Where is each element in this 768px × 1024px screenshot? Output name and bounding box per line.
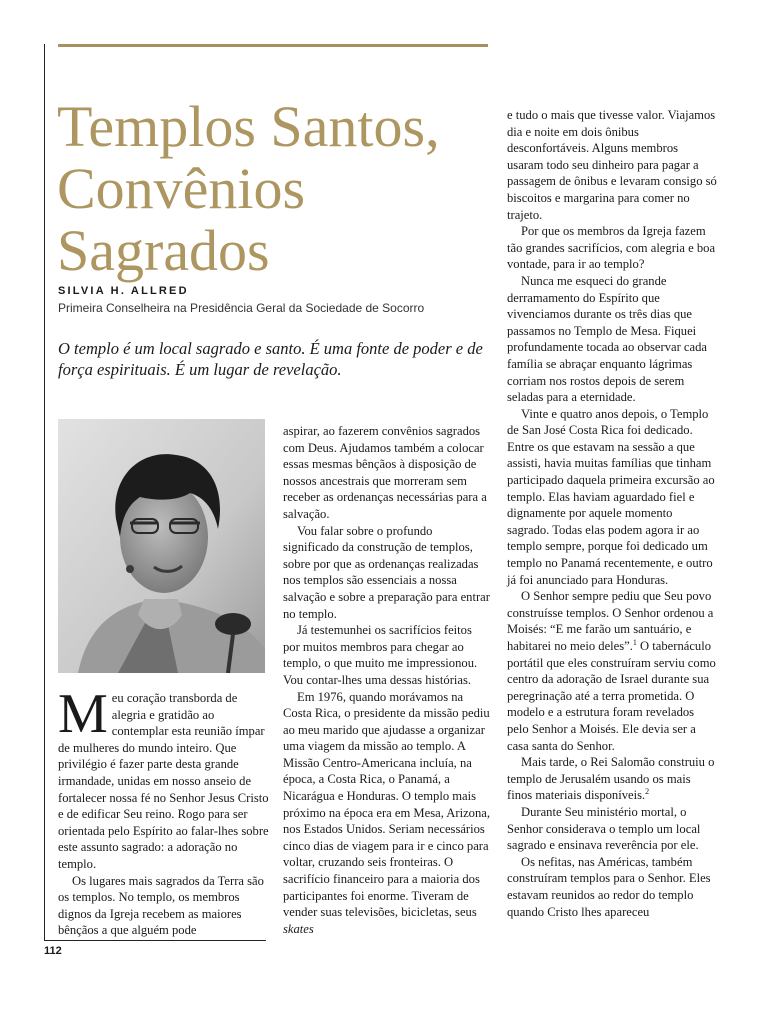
body-column-3 [507,107,717,920]
paragraph-1-text: eu coração transborda de alegria e gratidão ao contemplar esta reunião ímpar de mulheres do mundo inteiro. Que privilégio é fazer parte desta grande irmandade, unidas em nosso anseio de fortalecer nossa fé no Senhor Jesus Cristo e de edificar Seu reino. Rogo para ser orientada pelo Espírito ao falar-lhes sobre este assunto sagrado: a adoração no templo. [58,691,269,871]
article-title [57,96,457,282]
author-name: SILVIA H. ALLRED [58,285,189,297]
paragraph-13: Durante Seu ministério mortal, o Senhor considerava o templo um local sagrado e ensinava reverência por ele. [507,804,701,853]
portrait-photo [58,419,265,673]
left-margin-rule [44,44,45,940]
paragraph-5: Já testemunhei os sacrifícios feitos por muitos membros para chegar ao templo, o que muito me impressionou. Vou contar-lhes uma dessas histórias. [283,623,478,687]
paragraph-2: Os lugares mais sagrados da Terra são os templos. No templo, os membros dignos da Igreja recebem as maiores bênçãos a que alguém pode [58,873,264,938]
title-line-2: Convênios [57,156,306,221]
paragraph-6 [283,689,491,938]
paragraph-12-text: Mais tarde, o Rei Salomão construiu o templo de Jerusalém usando os mais finos materiais disponíveis. [507,755,715,803]
paragraph-1 [58,683,270,873]
paragraph-4: Vou falar sobre o profundo significado da construção de templos, sobre por que as ordenanças realizadas nos templos são essenciais a nossa salvação e sobre a preparação para entrar no templo. [283,523,490,621]
paragraph-11-text: O Senhor sempre pediu que Seu povo construísse templos. O Senhor ordenou a Moisés: “E me farão um santuário, e habitarei no meio deles”. [507,589,714,653]
paragraph-9: Nunca me esqueci do grande derramamento do Espírito que vivenciamos durante os três dias que passamos no Templo de Mesa. Fiquei profundamente tocada ao observar cada família se abraçar enquanto lágrimas corriam nos rostos depois de serem seladas para a eternidade. [507,273,707,405]
paragraph-3: aspirar, ao fazerem convênios sagrados com Deus. Ajudamos também a colocar essas mesmas bênçãos à disposição de nossos ancestrais que morreram sem receber as ordenanças necessárias para a salvação. [283,424,487,521]
paragraph-12 [507,754,717,804]
body-column-1 [58,683,270,939]
paragraph-11-rest: O tabernáculo portátil que eles construíram serviu como centro da adoração de Israel durante sua peregrinação até a terra prometida. O modelo e a estrutura foram revelados pelo Senhor a Moisés. Ele devia ser a casa santa do Senhor. [507,639,716,753]
author-role: Primeira Conselheira na Presidência Geral da Sociedade de Socorro [58,301,425,315]
paragraph-14: Os nefitas, nas Américas, também construíram templos para o Senhor. Eles estavam reunidos ao redor do templo quando Cristo lhes apareceu [507,854,711,919]
bottom-rule [44,940,266,941]
italic-word: skates [283,921,314,936]
paragraph-7: e tudo o mais que tivesse valor. Viajamos dia e noite em dois ônibus desconfortáveis. Alguns membros usaram todo seu dinheiro para pagar a passagem de ônibus e levaram consigo só biscoitos e margarina para comer no trajeto. [507,108,717,222]
body-column-2 [283,423,491,937]
footnote-ref-1[interactable]: 1 [632,637,637,647]
paragraph-11 [507,588,717,754]
paragraph-8: Por que os membros da Igreja fazem tão grandes sacrifícios, com alegria e boa vontade, para ir ao templo? [507,224,716,272]
page-number: 112 [44,945,62,957]
portrait-illustration [58,419,265,673]
paragraph-6-text: Em 1976, quando morávamos na Costa Rica, o presidente da missão pediu ao meu marido que ajudasse a organizar uma viagem da missão ao templo. A Missão Centro-Americana incluía, na época, a Costa Rica, o Panamá, a Nicarágua e Honduras. O templo mais próximo na época era em Mesa, Arizona, nos Estados Unidos. Seriam necessários cinco dias de viagem para ir e cinco para voltar, cruzando seis fronteiras. O sacrifício financeiro para a maioria dos participantes foi enorme. Tiveram de vender suas televisões, bicicletas, seus [283,689,491,920]
title-line-1: Templos Santos, [57,94,440,159]
footnote-ref-2[interactable]: 2 [645,787,650,797]
drop-cap: M [58,683,108,745]
lead-quote: O templo é um local sagrado e santo. É uma fonte de poder e de força espirituais. É um lugar de revelação. [58,339,483,379]
paragraph-10: Vinte e quatro anos depois, o Templo de San José Costa Rica foi dedicado. Entre os que estavam na sessão a que assisti, havia muitas famílias que tinham participado daquela primeira excursão ao templo. Elas haviam aguardado fiel e dignamente por aquele momento sagrado. Todas elas podem agora ir ao templo sempre, porque foi dedicado um templo no Panamá recentemente, e outro já foi anunciado para Honduras. [507,406,715,587]
title-line-3: Sagrados [57,218,270,283]
top-decorative-rule [58,44,488,47]
